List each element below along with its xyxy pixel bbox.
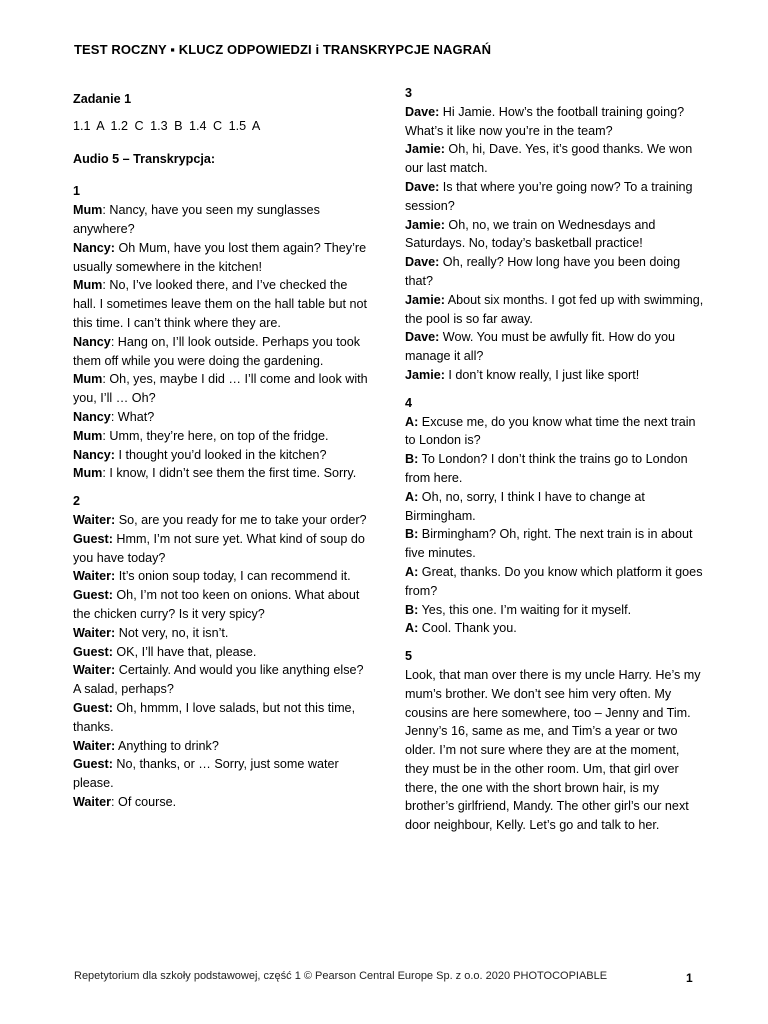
right-column: [405, 84, 705, 835]
speaker-name: A:: [405, 621, 419, 636]
speaker-name: Jamie:: [405, 217, 445, 232]
speaker-name: Guest:: [73, 531, 113, 546]
speaker-name: Mum: [73, 428, 103, 443]
dialog-line: [73, 464, 373, 483]
speaker-name: Guest:: [73, 588, 113, 603]
dialog-line: [405, 291, 705, 329]
dialog-4-number: 4: [405, 395, 413, 410]
line-text: : Nancy, have you seen my sunglasses anywhere?: [73, 203, 320, 236]
line-text: : What?: [110, 409, 155, 424]
line-text: Oh, hmmm, I love salads, but not this time, thanks.: [73, 700, 356, 734]
line-text: OK, I’ll have that, please.: [112, 644, 257, 659]
dialog-line: [405, 413, 705, 451]
dialog-2-number: 2: [73, 494, 81, 509]
line-text: Hmm, I’m not sure yet. What kind of soup do you have today?: [73, 531, 365, 565]
speaker-name: Dave:: [405, 104, 440, 119]
speaker-name: B:: [405, 602, 419, 617]
left-column: [73, 84, 373, 812]
speaker-name: A:: [405, 414, 419, 429]
line-text: Certainly. And would you like anything else? A salad, perhaps?: [73, 663, 364, 697]
answer-key: 1.1 A 1.2 C 1.3 B 1.4 C 1.5 A: [73, 118, 261, 133]
line-text: Oh, really? How long have you been doing that?: [405, 255, 681, 288]
monologue-5-number: 5: [405, 649, 413, 664]
dialog-line: [405, 103, 705, 141]
dialog-line: [73, 201, 373, 239]
dialog-line: [73, 755, 373, 793]
line-text: Oh, I’m not too keen on onions. What about the chicken curry? Is it very spicy?: [73, 588, 360, 621]
speaker-name: Waiter:: [73, 663, 116, 678]
dialog-line: [405, 366, 705, 385]
dialog-line: [73, 276, 373, 332]
dialog-line: [405, 619, 705, 638]
line-text: Yes, this one. I’m waiting for it myself.: [418, 602, 632, 617]
speaker-name: Dave:: [405, 255, 440, 270]
dialog-line: [405, 328, 705, 366]
line-text: Oh, hi, Dave. Yes, it’s good thanks. We won our last match.: [405, 142, 693, 176]
speaker-name: Waiter:: [73, 512, 116, 527]
dialog-line: [73, 661, 373, 699]
dialog-line: [73, 624, 373, 643]
speaker-name: Waiter:: [73, 569, 116, 584]
speaker-name: Guest:: [73, 757, 113, 772]
dialog-line: [73, 793, 373, 812]
line-text: Cool. Thank you.: [418, 621, 517, 636]
line-text: Great, thanks. Do you know which platform it goes from?: [405, 564, 703, 598]
speaker-name: Jamie:: [405, 292, 445, 307]
speaker-name: Guest:: [73, 700, 113, 715]
document-title: TEST ROCZNY ▪ KLUCZ ODPOWIEDZI i TRANSKRYPCJE NAGRAŃ: [74, 42, 492, 57]
page-footer: Repetytorium dla szkoły podstawowej, część 1 © Pearson Central Europe Sp. z o.o. 2020 PHOTOCOPIABLE: [74, 970, 608, 982]
dialog-3: [405, 103, 705, 385]
dialog-line: [405, 488, 705, 526]
line-text: I don’t know really, I just like sport!: [444, 367, 640, 382]
line-text: I thought you’d looked in the kitchen?: [115, 447, 327, 462]
dialog-line: [405, 253, 705, 291]
speaker-name: Jamie:: [405, 367, 445, 382]
line-text: It’s onion soup today, I can recommend it.: [115, 569, 351, 584]
dialog-line: [73, 699, 373, 737]
dialog-line: [73, 408, 373, 427]
speaker-name: Mum: [73, 466, 103, 481]
speaker-name: Nancy:: [73, 240, 115, 255]
dialog-line: [405, 525, 705, 563]
speaker-name: Jamie:: [405, 142, 445, 157]
dialog-line: [73, 567, 373, 586]
monologue-5-text: Look, that man over there is my uncle Harry. He’s my mum’s brother. We don’t see him very often. My cousins are here somewhere, too – Jenny and Tim. Jenny’s 16, same as me, and Tim’s a year or two older. I’m not sure where they are at the moment, they must be in the other room. Um, that girl over there, the one with the short brown hair, is my brother’s girlfriend, Mandy. The other girl’s our next door neighbour, Kelly. Let’s go and talk to her.: [405, 667, 701, 833]
line-text: To London? I don’t think the trains go to London from here.: [405, 452, 688, 485]
dialog-line: [73, 643, 373, 662]
line-text: Oh, no, we train on Wednesdays and Saturdays. No, today’s basketball practice!: [405, 217, 656, 251]
dialog-2: [73, 511, 373, 812]
audio-heading: Audio 5 – Transkrypcja:: [73, 151, 216, 166]
dialog-line: [73, 511, 373, 530]
dialog-line: [73, 586, 373, 624]
line-text: : I know, I didn’t see them the first time. Sorry.: [102, 466, 357, 481]
dialog-line: [73, 370, 373, 408]
speaker-name: Mum: [73, 278, 103, 293]
speaker-name: Mum: [73, 203, 103, 218]
line-text: : Oh, yes, maybe I did … I’ll come and look with you, I’ll … Oh?: [73, 372, 368, 406]
line-text: Wow. You must be awfully fit. How do you manage it all?: [405, 330, 675, 364]
speaker-name: B:: [405, 452, 419, 467]
line-text: Not very, no, it isn’t.: [115, 625, 229, 640]
line-text: Is that where you’re going now? To a training session?: [405, 179, 693, 213]
dialog-line: [405, 450, 705, 488]
line-text: Oh, no, sorry, I think I have to change at Birmingham.: [405, 489, 645, 523]
task-heading: Zadanie 1: [73, 92, 132, 106]
speaker-name: Nancy: [73, 409, 111, 424]
dialog-line: [73, 446, 373, 465]
line-text: Hi Jamie. How’s the football training going? What’s it like now you’re in the team?: [405, 104, 685, 138]
dialog-line: [73, 427, 373, 446]
line-text: Birmingham? Oh, right. The next train is in about five minutes.: [405, 527, 693, 561]
line-text: No, thanks, or … Sorry, just some water please.: [73, 757, 339, 791]
line-text: So, are you ready for me to take your order?: [115, 512, 367, 527]
line-text: : Hang on, I’ll look outside. Perhaps you took them off while you were doing the gardening.: [73, 334, 361, 368]
dialog-line: [73, 333, 373, 371]
dialog-line: [73, 239, 373, 277]
speaker-name: B:: [405, 527, 419, 542]
dialog-line: [73, 737, 373, 756]
dialog-line: [405, 563, 705, 601]
speaker-name: Waiter:: [73, 625, 116, 640]
line-text: Excuse me, do you know what time the next train to London is?: [405, 414, 696, 448]
speaker-name: Nancy: [73, 334, 111, 349]
dialog-4: [405, 413, 705, 639]
line-text: : Of course.: [111, 794, 177, 809]
speaker-name: Waiter: [73, 794, 112, 809]
speaker-name: Mum: [73, 372, 103, 387]
dialog-1: [73, 201, 373, 483]
speaker-name: A:: [405, 489, 419, 504]
dialog-1-number: 1: [73, 184, 81, 199]
speaker-name: Dave:: [405, 330, 440, 345]
line-text: Anything to drink?: [115, 738, 219, 753]
line-text: : Umm, they’re here, on top of the fridge.: [102, 428, 329, 443]
dialog-line: [405, 178, 705, 216]
page-number: 1: [686, 971, 693, 985]
dialog-line: [405, 601, 705, 620]
line-text: : No, I’ve looked there, and I’ve checked the hall. I sometimes leave them on the hall table but not this time. I can’t think where they are.: [73, 278, 368, 330]
speaker-name: Waiter:: [73, 738, 116, 753]
line-text: Oh Mum, have you lost them again? They’re usually somewhere in the kitchen!: [73, 240, 367, 274]
dialog-line: [405, 140, 705, 178]
speaker-name: Dave:: [405, 179, 440, 194]
dialog-line: [405, 216, 705, 254]
speaker-name: A:: [405, 564, 419, 579]
line-text: About six months. I got fed up with swimming, the pool is so far away.: [405, 292, 704, 326]
dialog-3-number: 3: [405, 86, 413, 100]
dialog-line: [73, 530, 373, 568]
speaker-name: Nancy:: [73, 447, 115, 462]
speaker-name: Guest:: [73, 644, 113, 659]
